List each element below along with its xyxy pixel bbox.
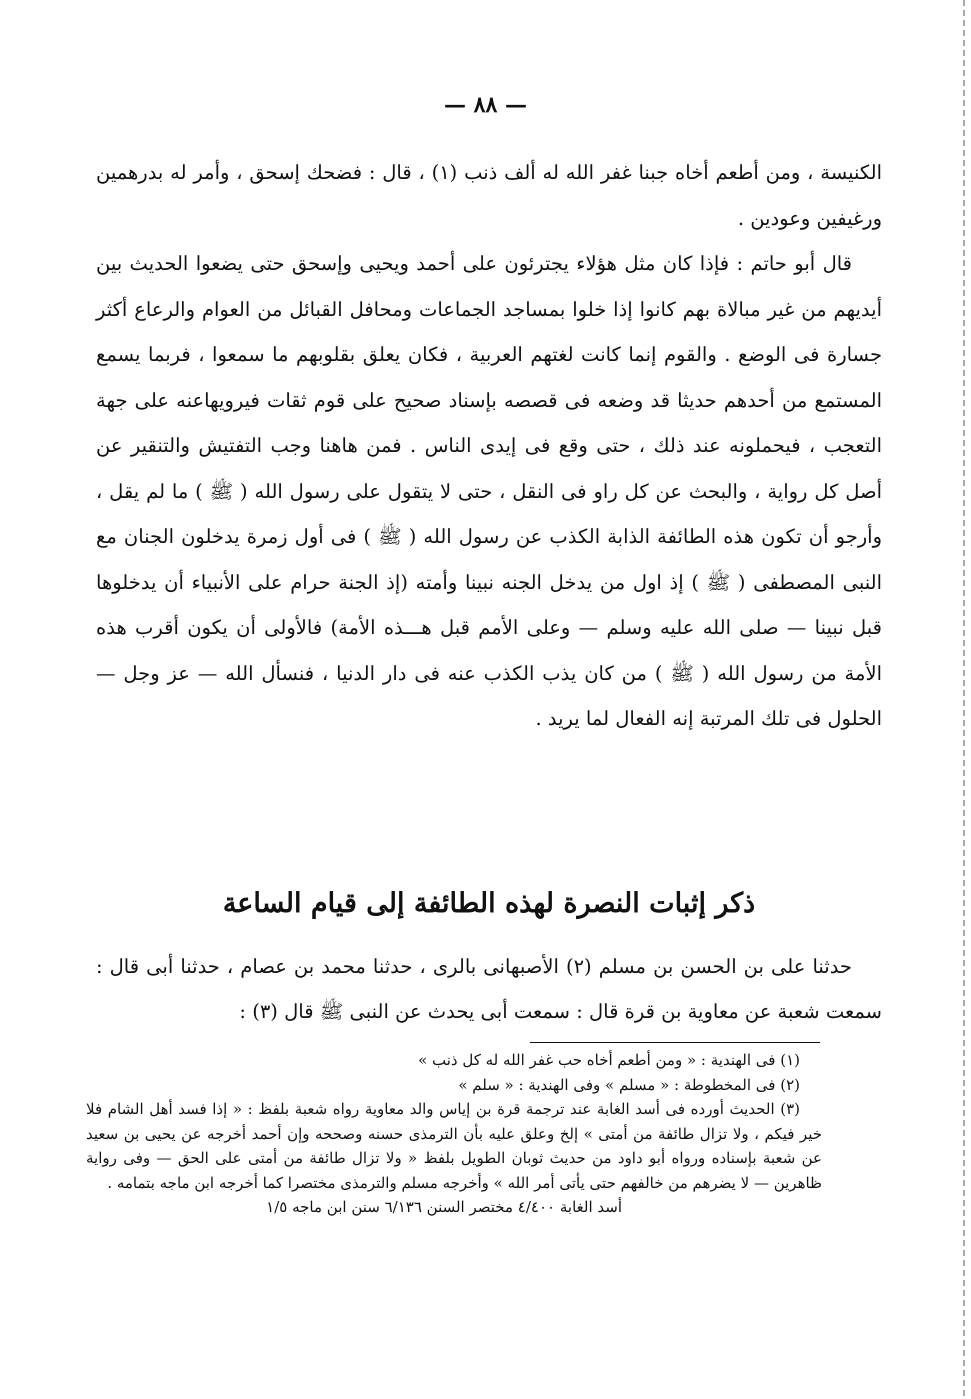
paragraph-2: قال أبو حاتم : فإذا كان مثل هؤلاء يجترئون على أحمد ويحيى وإسحق حتى يضعوا الحديث بين أيديهم من غير مبالاة بهم كانوا إذا خلوا بمساجد الجماعات ومحافل القبائل من العوام والرعاع أكثر جسارة فى الوضع . والقوم إنما كانت لغتهم العربية ، فكان يعلق بقلوبهم ما سمعوا ، فربما يسمع المستمع من أحدهم حديثا قد وضعه فى قصصه بإسناد صحيح على قوم ثقات فيرويهاعنه على جهة التعجب ، فيحملونه عند ذلك ، حتى وقع فى إيدى الناس . فمن هاهنا وجب التفتيش والتنقير عن أصل كل رواية ، والبحث عن كل راو فى النقل ، حتى لا يتقول على رسول الله ( ﷺ ) ما لم يقل ، وأرجو أن تكون هذه الطائفة الذابة الكذب عن رسول الله ( ﷺ ) فى أول زمرة يدخلون الجنان مع النبى المصطفى ( ﷺ ) إذ اول من يدخل الجنه نبينا وأمته (إذ الجنة حرام على الأنبياء أن يدخلوها قبل نبينا — صلى الله عليه وسلم — وعلى الأمم قبل هـــذه الأمة) فالأولى أن يكون أقرب هذه الأمة من رسول الله ( ﷺ ) من كان يذب الكذب عنه فى دار الدنيا ، فنسأل الله — عز وجل — الحلول فى تلك المرتبة إنه الفعال لما يريد . xyxy=(96,252,882,730)
footnote-1: (١) فى الهندية : « ومن أطعم أخاه حب غفر الله له كل ذنب » xyxy=(418,1051,800,1069)
section-heading: ذكر إثبات النصرة لهذه الطائفة إلى قيام الساعة xyxy=(222,888,756,919)
page-number: — ٨٨ — xyxy=(444,92,527,118)
footnote-3: (٣) الحديث أورده فى أسد الغابة عند ترجمة قرة بن إياس والد معاوية رواه شعبة بلفظ : « إذا فسد أهل الشام فلا خير فيكم ، ولا تزال طائفة من أمتى » إلخ وعلق عليه بأن الترمذى حسنه وصححه وإن أحمد أخرجه عن يحيى بن سعيد عن شعبة بإسناده ورواه أبو داود من حديث ثوبان الطويل بلفظ « ولا تزال طائفة من أمتى على الحق — وفى رواية ظاهرين — لا يضرهم من خالفهم حتى يأتى أمر الله » وأخرجه مسلم والترمذى مختصرا كما أخرجه ابن ماجه بتمامه . xyxy=(86,1100,822,1192)
hadith-paragraph: حدثنا على بن الحسن بن مسلم (٢) الأصبهانى بالرى ، حدثنا محمد بن عصام ، حدثنا أبى قال : سمعت شعبة عن معاوية بن قرة قال : سمعت أبى يحدث عن النبى ﷺ قال (٣) : xyxy=(96,955,882,1023)
hadith-text xyxy=(96,944,882,1034)
footnote-2: (٢) فى المخطوطة : « مسلم » وفى الهندية : « سلم » xyxy=(458,1075,800,1094)
page-edge-shadow xyxy=(963,0,965,1399)
footnote-divider xyxy=(530,1042,820,1043)
footnote-references: أسد الغابة ٤/٤٠٠ مختصر السنن ٦/١٣٦ سنن ابن ماجه ١/٥ xyxy=(266,1198,622,1216)
main-text xyxy=(96,150,882,742)
footnotes xyxy=(86,1048,822,1220)
paragraph-1: الكنيسة ، ومن أطعم أخاه جبنا غفر الله له ألف ذنب (١) ، قال : فضحك إسحق ، وأمر له بدرهمين ورغيفين وعودين . xyxy=(96,161,882,230)
